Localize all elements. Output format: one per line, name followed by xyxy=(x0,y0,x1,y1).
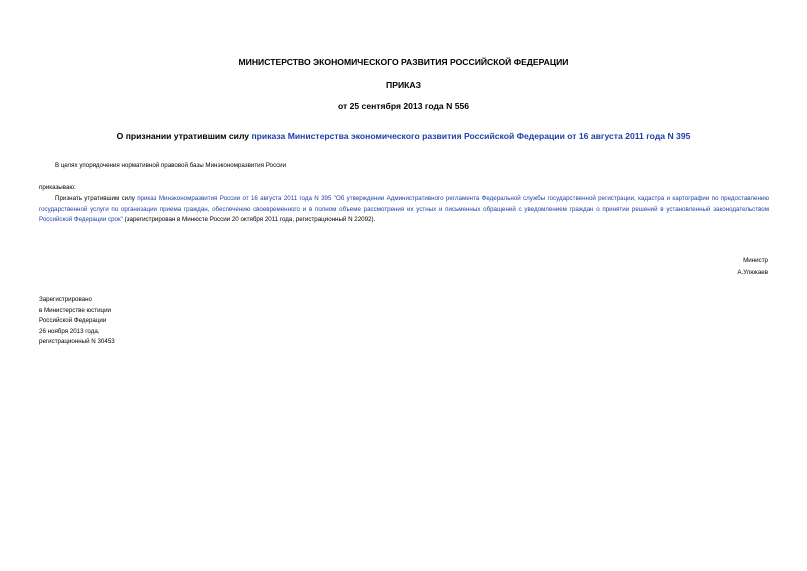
ministry-header: МИНИСТЕРСТВО ЭКОНОМИЧЕСКОГО РАЗВИТИЯ РОССИЙСКОЙ ФЕДЕРАЦИИ xyxy=(238,57,569,67)
registration-line: в Министерстве юстиции xyxy=(39,306,112,314)
registration-date: 26 ноября 2013 года, xyxy=(39,327,100,335)
main-paragraph-link[interactable]: приказ Минэкономразвития России от 16 августа 2011 года N 395 "Об утверждении Административного регламента Федеральной службы государственной регистрации, кадастра и картографии по предоставлению государственной услуги по организации приема граждан, обеспечению своевременного и в полном объеме рассмотрения их устных и письменных обращений с уведомлением граждан о принятии решений в установленный законодательством Российской Федерации срок" xyxy=(39,195,769,224)
main-paragraph-suffix: (зарегистрирован в Минюсте России 20 октября 2011 года, регистрационный N 22092). xyxy=(122,216,376,224)
preamble-text: В целях упорядочения нормативной правовой базы Минэкономразвития России xyxy=(55,162,287,169)
title-prefix: О признании утратившим силу xyxy=(116,131,252,141)
document-date-number: от 25 сентября 2013 года N 556 xyxy=(337,101,470,111)
registration-block xyxy=(39,295,115,348)
main-paragraph-prefix: Признать утратившим силу xyxy=(55,195,138,202)
registration-line: Зарегистрировано xyxy=(39,296,92,303)
main-paragraph xyxy=(39,194,769,226)
document-title xyxy=(0,131,807,141)
registration-number: регистрационный N 30453 xyxy=(39,338,115,346)
signature-name: А.Улюкаев xyxy=(737,269,768,276)
title-link[interactable]: приказа Министерства экономического развития Российской Федерации от 16 августа 2011 года N 395 xyxy=(251,131,691,141)
document-type: ПРИКАЗ xyxy=(386,80,421,90)
signature-block xyxy=(737,255,768,279)
registration-line: Российской Федерации xyxy=(39,317,107,325)
order-word: приказываю: xyxy=(39,184,76,191)
signature-position: Министр xyxy=(743,257,768,264)
